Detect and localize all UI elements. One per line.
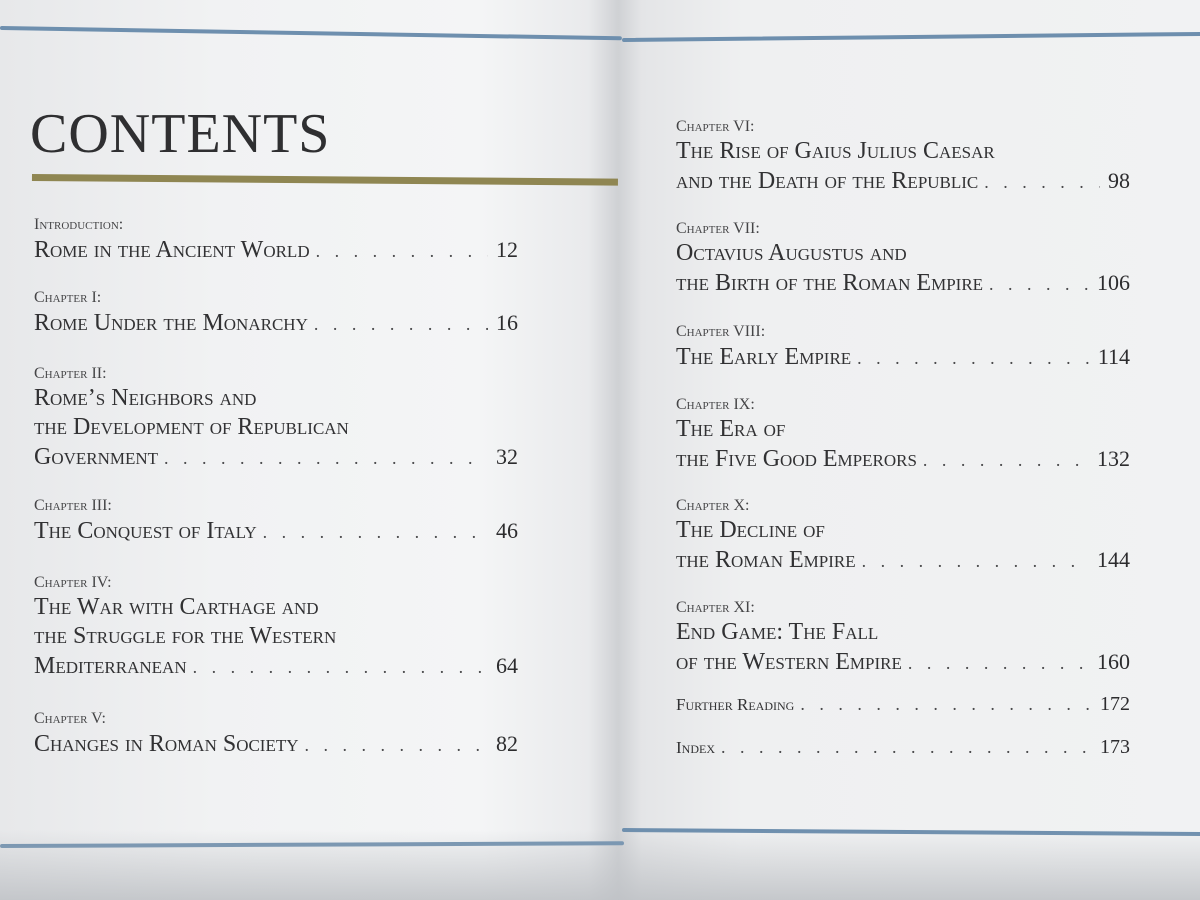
toc-page-number: 64 xyxy=(496,653,518,678)
toc-entry-label: Chapter VIII: xyxy=(676,323,766,340)
toc-page-number: 114 xyxy=(1097,344,1130,369)
toc-entry-title-line: Rome’s Neighbors and xyxy=(34,385,257,411)
toc-page-number: 32 xyxy=(496,444,518,469)
toc-entry-title: the Roman Empire xyxy=(676,547,856,573)
toc-entry-title: Further Reading xyxy=(676,695,795,714)
toc-entry-chapter-9 xyxy=(676,395,1130,475)
toc-entry-chapter-3 xyxy=(34,496,518,547)
toc-entry-label: Chapter II: xyxy=(34,365,107,382)
toc-entry-label: Chapter X: xyxy=(676,497,750,514)
top-blue-rule xyxy=(0,26,622,40)
toc-entry-index xyxy=(676,733,1130,762)
dot-leader xyxy=(989,270,1089,299)
dot-leader xyxy=(862,547,1089,576)
toc-entry-chapter-10 xyxy=(676,496,1130,576)
toc-entry-title: The Early Empire xyxy=(676,344,852,370)
toc-entry-chapter-5 xyxy=(34,709,518,760)
toc-entry-last-line xyxy=(34,308,518,339)
dot-leader xyxy=(193,653,488,682)
toc-entry-label: Chapter V: xyxy=(34,710,106,727)
toc-entry-last-line xyxy=(676,342,1130,373)
toc-page-number: 132 xyxy=(1097,446,1130,471)
page-bottom-shadow xyxy=(0,830,1200,900)
toc-entry-chapter-7 xyxy=(676,219,1130,299)
toc-entry-chapter-1 xyxy=(34,288,518,339)
toc-entry-last-line xyxy=(676,690,1130,719)
toc-entry-chapter-11 xyxy=(676,598,1130,678)
toc-entry-label: Chapter VI: xyxy=(676,118,755,135)
toc-entry-last-line xyxy=(34,729,518,760)
toc-page-number: 16 xyxy=(496,310,518,335)
toc-entry-label: Introduction: xyxy=(34,216,124,233)
toc-entry-title: Changes in Roman Society xyxy=(34,731,299,757)
dot-leader xyxy=(316,237,488,266)
toc-entry-label: Chapter IV: xyxy=(34,574,112,591)
toc-entry-chapter-6 xyxy=(676,117,1130,197)
toc-entry-last-line xyxy=(34,651,518,682)
toc-page-number: 173 xyxy=(1100,736,1130,758)
toc-entry-title-line: The Decline of xyxy=(676,517,825,543)
dot-leader xyxy=(305,731,488,760)
toc-entry-title: the Five Good Emperors xyxy=(676,446,917,472)
toc-entry-title: Government xyxy=(34,444,159,470)
toc-entry-chapter-8 xyxy=(676,322,1130,373)
toc-entry-title: Mediterranean xyxy=(34,653,187,679)
toc-entry-label: Chapter VII: xyxy=(676,220,760,237)
toc-page-number: 98 xyxy=(1108,168,1130,193)
toc-entry-title: of the Western Empire xyxy=(676,649,902,675)
toc-entry-title-line: The War with Carthage and xyxy=(34,594,319,620)
toc-entry-label: Chapter I: xyxy=(34,289,102,306)
toc-entry-last-line xyxy=(676,733,1130,762)
toc-entry-title-line: the Struggle for the Western xyxy=(34,623,337,649)
dot-leader xyxy=(923,446,1089,475)
toc-page-number: 106 xyxy=(1097,270,1130,295)
toc-entry-chapter-2 xyxy=(34,364,518,473)
toc-entry-last-line xyxy=(676,166,1130,197)
right-page xyxy=(622,0,1200,900)
toc-entry-introduction xyxy=(34,215,518,266)
heading-underline-rule xyxy=(32,174,618,186)
toc-entry-last-line xyxy=(676,647,1130,678)
toc-page-number: 144 xyxy=(1097,547,1130,572)
toc-entry-last-line xyxy=(676,268,1130,299)
toc-entry-title: and the Death of the Republic xyxy=(676,168,979,194)
dot-leader xyxy=(908,649,1089,678)
toc-entry-title: Rome in the Ancient World xyxy=(34,237,310,263)
toc-entry-last-line xyxy=(676,444,1130,475)
toc-entry-label: Chapter III: xyxy=(34,497,112,514)
toc-page-number: 46 xyxy=(496,518,518,543)
toc-entry-further-reading xyxy=(676,690,1130,719)
toc-entry-title: the Birth of the Roman Empire xyxy=(676,270,984,296)
toc-page-number: 12 xyxy=(496,237,518,262)
dot-leader xyxy=(164,444,488,473)
toc-entry-label: Chapter IX: xyxy=(676,396,755,413)
toc-entry-last-line xyxy=(34,235,518,266)
contents-heading: CONTENTS xyxy=(30,103,331,165)
toc-entry-label: Chapter XI: xyxy=(676,599,755,616)
toc-entry-title: Rome Under the Monarchy xyxy=(34,310,308,336)
toc-entry-title: Index xyxy=(676,738,715,757)
toc-entry-chapter-4 xyxy=(34,573,518,682)
dot-leader xyxy=(984,168,1100,197)
dot-leader xyxy=(314,310,488,339)
top-blue-rule xyxy=(622,32,1200,42)
toc-entry-last-line xyxy=(676,545,1130,576)
dot-leader xyxy=(721,733,1092,762)
toc-entry-title-line: End Game: The Fall xyxy=(676,619,879,645)
toc-page-number: 82 xyxy=(496,731,518,756)
dot-leader xyxy=(857,344,1090,373)
toc-entry-title-line: The Era of xyxy=(676,416,786,442)
toc-entry-title-line: Octavius Augustus and xyxy=(676,240,907,266)
toc-entry-title: The Conquest of Italy xyxy=(34,518,257,544)
toc-entry-title-line: The Rise of Gaius Julius Caesar xyxy=(676,138,995,164)
toc-entry-last-line xyxy=(34,516,518,547)
dot-leader xyxy=(263,518,488,547)
toc-entry-last-line xyxy=(34,442,518,473)
toc-page-number: 172 xyxy=(1100,693,1130,715)
toc-entry-title-line: the Development of Republican xyxy=(34,414,349,440)
toc-page-number: 160 xyxy=(1097,649,1130,674)
dot-leader xyxy=(800,690,1092,719)
